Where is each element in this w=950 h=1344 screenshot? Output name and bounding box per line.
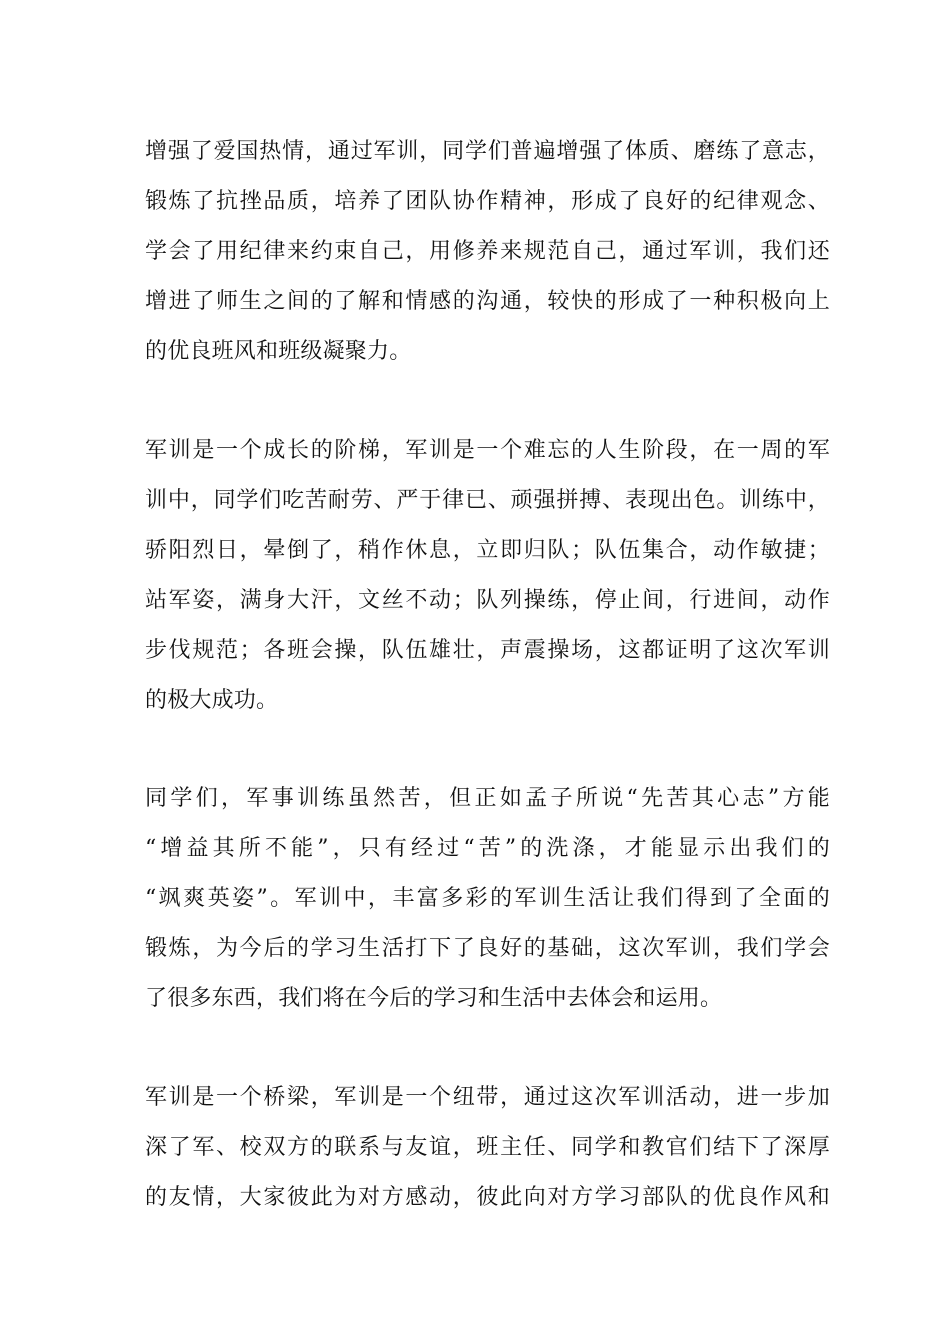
paragraph-line: 学会了用纪律来约束自己，用修养来规范自己，通过军训，我们还 (145, 239, 830, 264)
paragraph-line: 了很多东西，我们将在今后的学习和生活中去体会和运用。 (145, 986, 723, 1011)
paragraph-line: 骄阳烈日，晕倒了，稍作休息，立即归队；队伍集合，动作敏捷； (145, 538, 830, 563)
paragraph-line: 同学们，军事训练虽然苦，但正如孟子所说“先苦其心志”方能 (145, 786, 830, 811)
paragraph-4 (145, 1073, 830, 1223)
paragraph-line: “增益其所不能”，只有经过“苦”的洗涤，才能显示出我们的 (145, 836, 830, 861)
paragraph-line: 锻炼，为今后的学习生活打下了良好的基础，这次军训，我们学会 (145, 936, 830, 961)
paragraph-3 (145, 774, 830, 1024)
paragraph-line: “飒爽英姿”。军训中，丰富多彩的军训生活让我们得到了全面的 (145, 886, 830, 911)
paragraph-line: 深了军、校双方的联系与友谊，班主任、同学和教官们结下了深厚 (145, 1135, 830, 1160)
paragraph-line: 的优良班风和班级凝聚力。 (145, 339, 412, 364)
paragraph-line: 的极大成功。 (145, 688, 279, 713)
paragraph-line: 锻炼了抗挫品质，培养了团队协作精神，形成了良好的纪律观念、 (145, 189, 830, 214)
paragraph-line: 军训是一个桥梁，军训是一个纽带，通过这次军训活动，进一步加 (145, 1085, 830, 1110)
paragraph-line: 军训是一个成长的阶梯，军训是一个难忘的人生阶段，在一周的军 (145, 438, 830, 463)
paragraph-line: 增进了师生之间的了解和情感的沟通，较快的形成了一种积极向上 (145, 289, 830, 314)
paragraph-2 (145, 426, 830, 726)
paragraph-line: 训中，同学们吃苦耐劳、严于律已、顽强拼搏、表现出色。训练中， (145, 488, 830, 513)
paragraph-line: 步伐规范；各班会操，队伍雄壮，声震操场，这都证明了这次军训 (145, 638, 830, 663)
paragraph-1 (145, 127, 830, 377)
paragraph-line: 的友情，大家彼此为对方感动，彼此向对方学习部队的优良作风和 (145, 1185, 830, 1210)
paragraph-line: 增强了爱国热情，通过军训，同学们普遍增强了体质、磨练了意志， (145, 139, 830, 164)
paragraph-line: 站军姿，满身大汗，文丝不动；队列操练，停止间，行进间，动作 (145, 588, 830, 613)
